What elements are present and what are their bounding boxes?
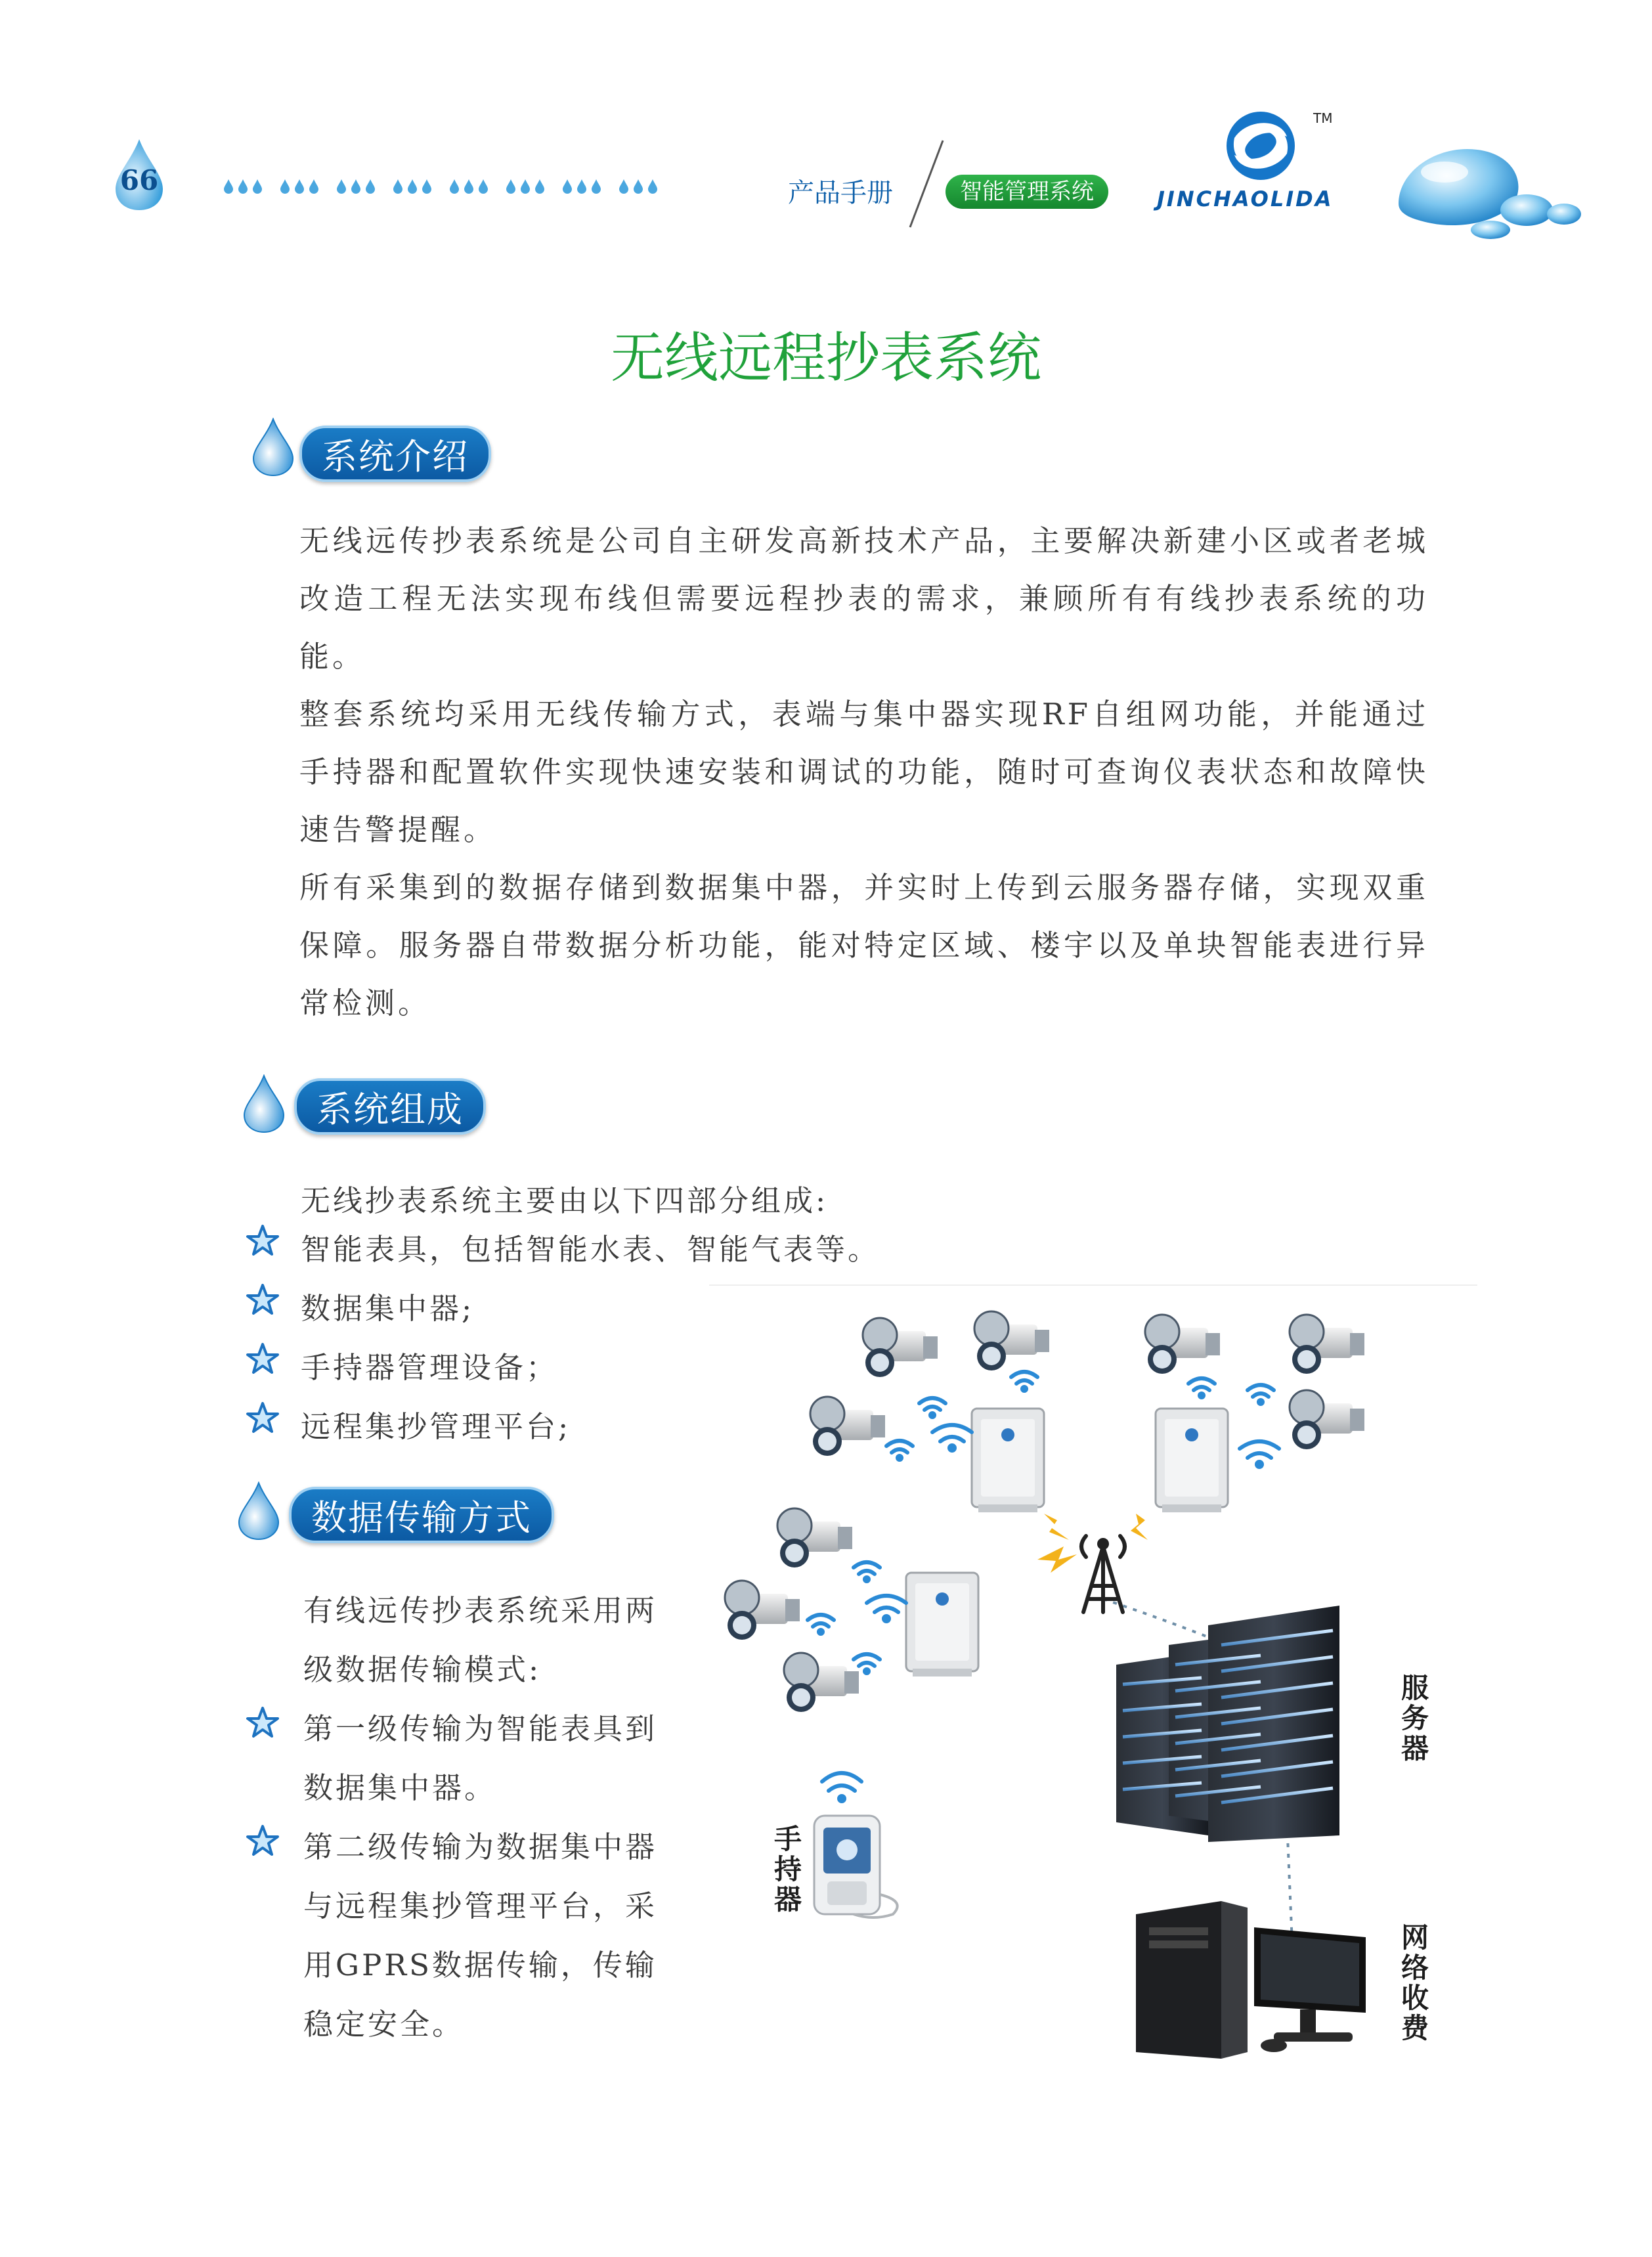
mini-drop-icon (591, 179, 601, 194)
water-meter-icon (810, 1397, 885, 1456)
water-meter-icon (1290, 1390, 1364, 1449)
star-bullet-icon (246, 1706, 280, 1740)
handheld-label-char-1: 手 (773, 1823, 802, 1855)
water-meter-icon (863, 1318, 938, 1377)
section-drop-icon (242, 1074, 286, 1133)
header-divider-slash (906, 138, 946, 230)
data-concentrator-icon (972, 1409, 1044, 1512)
server-rack-icon (1116, 1606, 1339, 1842)
section-heading-transmission: 数据传输方式 (289, 1487, 554, 1543)
mini-drop-icon (365, 179, 376, 194)
handheld-label-char-3: 器 (773, 1883, 802, 1916)
mini-drop-icon (576, 179, 587, 194)
transmission-item-2-line-2: 与远程集抄管理平台，采 (303, 1889, 658, 1923)
star-bullet-icon (246, 1224, 280, 1258)
water-meter-icon (974, 1311, 1049, 1370)
network-diagram (709, 1284, 1477, 2059)
trademark-mark: TM (1313, 110, 1333, 126)
lightning-icon (1037, 1546, 1077, 1573)
mini-drop-icon (633, 179, 643, 194)
cell-tower-icon (1081, 1536, 1125, 1612)
star-bullet-icon (246, 1342, 280, 1376)
mini-drop-icon (619, 179, 629, 194)
section-drop-icon (251, 418, 295, 477)
mini-drop-icon (647, 179, 658, 194)
star-bullet-icon (246, 1283, 280, 1317)
transmission-lead-line-2: 级数据传输模式: (303, 1652, 542, 1687)
star-bullet-icon (246, 1401, 280, 1435)
water-meter-icon (784, 1653, 859, 1712)
decorative-drop-row (223, 179, 658, 205)
wifi-signal-icon (822, 1773, 861, 1801)
wifi-signal-icon (854, 1654, 880, 1673)
wifi-signal-icon (867, 1596, 906, 1621)
section-heading-composition: 系统组成 (294, 1078, 486, 1135)
mini-drop-icon (223, 179, 234, 194)
mini-drop-icon (506, 179, 516, 194)
category-badge: 智能管理系统 (946, 175, 1108, 209)
mini-drop-icon (238, 179, 248, 194)
star-bullet-icon (246, 1824, 280, 1858)
transmission-item-1-line-2: 数据集中器。 (303, 1770, 497, 1805)
mini-drop-icon (478, 179, 489, 194)
server-label-char-2: 务 (1401, 1702, 1429, 1734)
wifi-signal-icon (886, 1441, 913, 1460)
mini-drop-icon (422, 179, 432, 194)
composition-item-4: 远程集抄管理平台; (301, 1409, 571, 1444)
handheld-device-icon (814, 1816, 898, 1917)
billing-label-char-2: 络 (1401, 1952, 1429, 1984)
handheld-label-char-2: 持 (773, 1853, 802, 1885)
mini-drop-icon (464, 179, 474, 194)
manual-label: 产品手册 (788, 178, 893, 208)
composition-item-2: 数据集中器; (301, 1291, 475, 1326)
billing-label-char-1: 网 (1401, 1921, 1429, 1954)
wifi-signal-icon (808, 1615, 834, 1634)
section-drop-icon (236, 1481, 281, 1541)
water-meter-icon (725, 1581, 800, 1640)
page-title: 无线远程抄表系统 (610, 327, 1041, 389)
desktop-computer-icon (1136, 1901, 1366, 2059)
mini-drop-icon (534, 179, 545, 194)
wifi-signal-icon (1188, 1378, 1215, 1397)
wifi-signal-icon (854, 1562, 880, 1581)
mini-drop-icon (351, 179, 361, 194)
intro-paragraph-2: 整套系统均采用无线传输方式，表端与集中器实现RF自组网功能，并能通过手持器和配置软件实现快速安装和调试的功能，随时可查询仪表状态和故障快速告警提醒。 (299, 697, 1429, 847)
water-meter-icon (1145, 1315, 1220, 1374)
composition-item-1: 智能表具，包括智能水表、智能气表等。 (301, 1232, 880, 1267)
data-concentrator-icon (906, 1573, 978, 1676)
water-meter-icon (777, 1508, 852, 1567)
billing-label-char-4: 费 (1401, 2012, 1429, 2044)
transmission-item-2-line-3: 用GPRS数据传输，传输 (303, 1948, 657, 1983)
data-concentrator-icon (1156, 1409, 1228, 1512)
company-logo-text: JINCHAOLIDA (1157, 186, 1334, 211)
wifi-signal-icon (919, 1398, 946, 1417)
water-splash-decoration-icon (1392, 131, 1582, 243)
mini-drop-icon (252, 179, 263, 194)
mini-drop-icon (449, 179, 460, 194)
section-heading-intro: 系统介绍 (299, 426, 491, 482)
server-label-char-3: 器 (1401, 1732, 1429, 1764)
lightning-icon (1131, 1514, 1148, 1540)
composition-item-3: 手持器管理设备； (301, 1350, 559, 1385)
mini-drop-icon (294, 179, 305, 194)
mini-drop-icon (393, 179, 403, 194)
transmission-lead-line-1: 有线远传抄表系统采用两 (303, 1593, 658, 1628)
water-meter-icon (1290, 1315, 1364, 1374)
wifi-signal-icon (1011, 1372, 1037, 1391)
page-number: 66 (120, 164, 159, 196)
intro-paragraph-1: 无线远传抄表系统是公司自主研发高新技术产品，主要解决新建小区或者老城改造工程无法实现布线但需要远程抄表的需求，兼顾所有有线抄表系统的功能。 (299, 523, 1429, 674)
wifi-signal-icon (932, 1425, 972, 1451)
wifi-signal-icon (1240, 1441, 1279, 1467)
transmission-item-2-line-4: 稳定安全。 (303, 2007, 465, 2042)
server-label-char-1: 服 (1401, 1672, 1429, 1704)
mini-drop-icon (520, 179, 531, 194)
mini-drop-icon (562, 179, 573, 194)
composition-lead: 无线抄表系统主要由以下四部分组成: (301, 1183, 829, 1218)
mini-drop-icon (280, 179, 290, 194)
mini-drop-icon (336, 179, 347, 194)
mini-drop-icon (309, 179, 319, 194)
wifi-signal-icon (1248, 1385, 1274, 1404)
lightning-icon (1044, 1514, 1069, 1540)
intro-paragraph-3: 所有采集到的数据存储到数据集中器，并实时上传到云服务器存储，实现双重保障。服务器自带数据分析功能，能对特定区域、楼宇以及单块智能表进行异常检测。 (299, 870, 1429, 1020)
transmission-item-2-line-1: 第二级传输为数据集中器 (303, 1830, 658, 1864)
billing-label-char-3: 收 (1401, 1982, 1429, 2014)
intro-text-block (299, 512, 1429, 1032)
mini-drop-icon (407, 179, 418, 194)
transmission-item-1-line-1: 第一级传输为智能表具到 (303, 1711, 658, 1746)
